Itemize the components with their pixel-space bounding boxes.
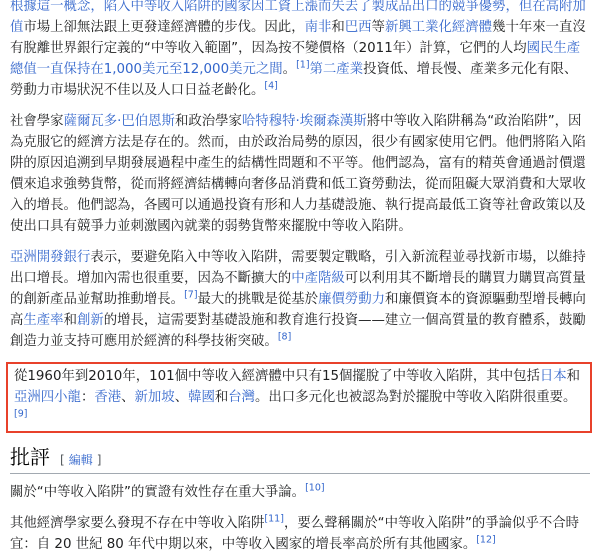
link-four-asian-tigers[interactable]: 亞洲四小龍 [14,390,81,405]
link-brazil[interactable]: 巴西 [344,20,372,35]
link-hartmut-elsenhans[interactable]: 哈特穆特·埃爾森漢斯 [241,114,367,129]
text: 投資低、增長慢、產業多元化有限、勞動力市場狀況不佳以及人口日益老齡化。 [10,62,578,98]
ref-4[interactable]: [4] [264,80,278,92]
section-title: 批評 [10,445,50,469]
paragraph-debate [10,482,590,503]
link-salvador-babones[interactable]: 薩爾瓦多·巴伯恩斯 [63,114,175,129]
text: 、 [121,390,135,405]
paragraph-political-trap [10,111,590,237]
link-taiwan[interactable]: 台灣 [228,390,256,405]
text: ，要么聲稱關於“中等收入陷阱”的爭論似乎不合時宜：自 20 世紀 80 年代中期以來，中等收入國家的增長率高於所有其他國家。 [10,516,580,552]
edit-section-link[interactable]: 編輯 [68,453,93,467]
link-south-africa[interactable]: 南非 [304,20,332,35]
text: 和 [214,390,229,405]
text: 市場上卻無法跟上更發達經濟體的步伐。因此， [23,20,305,35]
text: 可以利用其不斷增長的購買力購買高質量的創新產品並幫助推動增長。 [10,271,586,307]
edit-bracket-close: ] [96,453,102,467]
text: 、 [174,390,189,405]
link-south-korea[interactable]: 韓國 [188,390,215,405]
paragraph-escaped-economies [14,366,586,429]
section-heading-criticism [10,443,590,474]
highlight-box [6,362,592,433]
text: 從1960年到2010年，101個中等收入經濟體中只有15個擺脫了中等收入陷阱，其中包括 [14,369,540,384]
link-singapore[interactable]: 新加坡 [134,390,175,405]
text: 等 [371,20,385,35]
link-middle-class[interactable]: 中產階級 [291,271,345,286]
ref-10[interactable]: [10] [305,482,325,494]
link-cheap-labor[interactable]: 廉價勞動力 [318,292,386,307]
ref-8[interactable]: [8] [277,331,292,343]
link-productivity[interactable]: 生產率 [23,313,64,328]
ref-9[interactable]: [9] [14,408,28,420]
paragraph-adb [10,247,590,352]
link-newly-industrialized[interactable]: 新興工業化經濟體 [384,20,493,35]
text: 和 [331,20,345,35]
text: 和 [63,313,77,328]
link-asian-development-bank[interactable]: 亞洲開發銀行 [10,250,91,265]
text: 和 [566,369,581,384]
text: 表示，要避免陷入中等收入陷阱，需要製定戰略，引入新流程並尋找新市場，以維持出口增長。增加內需也很重要，因為不斷擴大的 [10,250,586,286]
text: 最大的挑戰是從基於 [197,292,319,307]
edit-section [60,450,101,471]
text: 的增長，這需要對基礎設施和教育進行投資——建立一個高質量的教育體系，鼓勵創造力並支持可應用於經濟的科學技術突破。 [10,313,586,349]
text: 幾十年來一直沒有脫離世界銀行定義的“中等收入範圍”，因為按不變價格（2011年）計算，它們的人均 [10,20,586,56]
text: 關於“中等收入陷阱”的實證有效性存在重大爭論。 [10,485,306,500]
text: 社會學家 [10,114,64,129]
link-concept-highlight[interactable]: 根據這一概念，陷入中等收入陷阱的國家因工資上漲而失去了製成品出口的競爭優勢，但在高附加值 [10,0,586,35]
text: 。 [282,62,297,77]
text: 和廉價資本的資源驅動型增長轉向高 [10,292,586,328]
paragraph-other-economists [10,513,590,555]
text: 其他經濟學家要么發現不存在中等收入陷阱 [10,516,265,531]
text: ： [80,390,95,405]
link-japan[interactable]: 日本 [539,369,567,384]
edit-bracket-open: [ [60,453,65,467]
text: 和政治學家 [174,114,242,129]
ref-1[interactable]: [1] [296,59,310,71]
link-secondary-industry[interactable]: 第二產業 [309,62,364,77]
text: 將中等收入陷阱稱為“政治陷阱”，因為克服它的經濟方法是存在的。然而，由於政治局勢的原因，很少有國家使用它們。他們將陷入陷阱的原因追溯到早期發展過程中產生的結構性問題和不平等。他們認為，富有的精英會通過討價還價來追求強勢貨幣，從而將經濟結構轉向奢侈品消費和低工資勞動法，從而阻礙大眾消費和大眾收入的增長。他們認為，各國可以通過投資有形和人力基礎設施、執行提高最低工資等社會政策以及使出口具有競爭力並刺激國內就業的弱勢貨幣來擺脫中等收入陷阱。 [10,114,586,234]
link-gnp-range[interactable]: 國民生產總值一直保持在1,000美元至12,000美元之間 [10,41,581,77]
ref-7[interactable]: [7] [184,289,198,301]
text: 。出口多元化也被認為對於擺脫中等收入陷阱很重要。 [255,390,577,405]
ref-11[interactable]: [11] [264,513,284,525]
link-innovation[interactable]: 創新 [76,313,104,328]
paragraph-concept [10,0,590,101]
link-hong-kong[interactable]: 香港 [94,390,122,405]
ref-12[interactable]: [12] [476,534,496,546]
